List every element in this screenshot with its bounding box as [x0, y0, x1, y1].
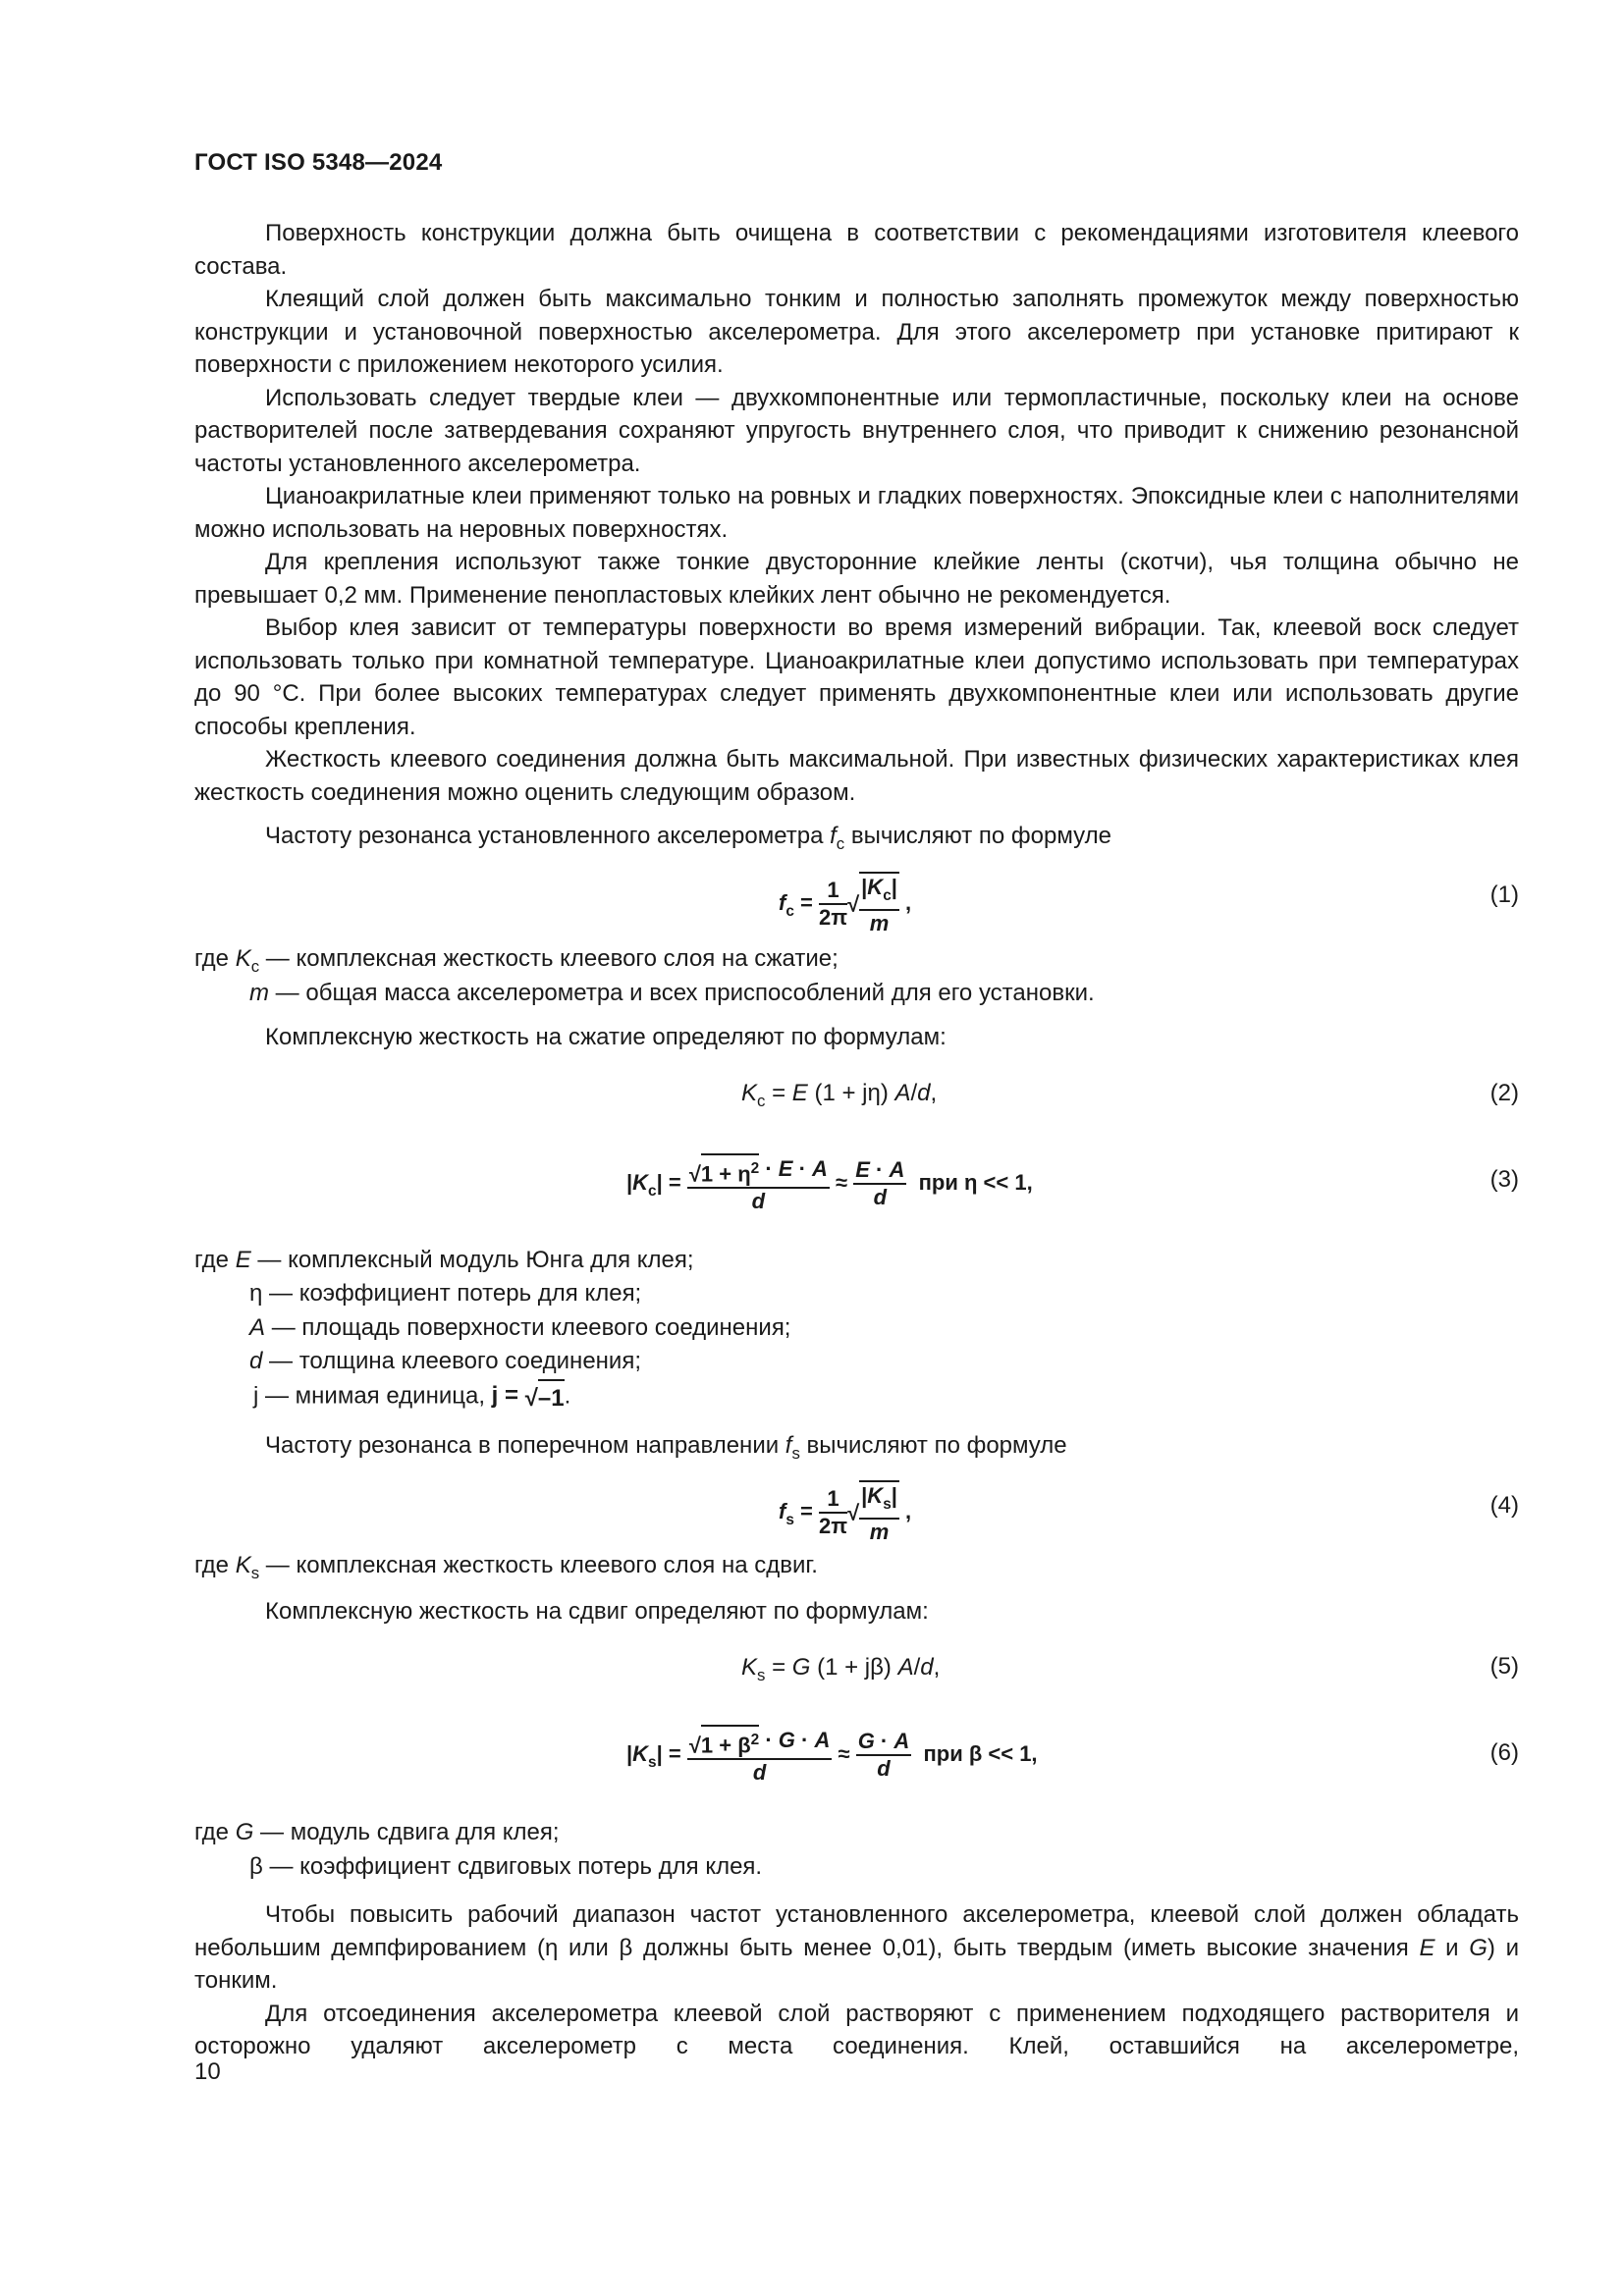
equation-number-4: (4) [1489, 1492, 1519, 1519]
formula-2: $K_c = E$ (1 + jη) A/d, [741, 1080, 938, 1110]
paragraph: Выбор клея зависит от температуры поверхности во время измерений вибрации. Так, клеевой воск следует использовать только при комнатной температуре. Цианоакрилатные клеи допустимо использовать при температурах до 90 °С. При более высоких температурах следует применять двухкомпонентные клеи или использовать другие способы крепления. [194, 614, 1519, 740]
paragraph-damping: Чтобы повысить рабочий диапазон частот установленного акселерометра, клеевой слой должен обладать небольшим демпфированием (η или β должны быть менее 0,01), быть твердым (иметь высокие значения E и G) и тонким. [194, 1901, 1519, 1994]
intro-ks-line: Комплексную жесткость на сдвиг определяют по формулам: [265, 1598, 929, 1625]
formula-6: $|K_s|$ = $\frac{√1 + \beta^2 \cdot G \cdot A}{d}$ ≈ $\frac{G \cdot A}{d}$ при β << 1, [626, 1725, 1038, 1786]
definition-g: где G — модуль сдвига для клея; [194, 1819, 560, 1845]
document-header: ГОСТ ISO 5348—2024 [194, 149, 443, 176]
equation-number-3: (3) [1489, 1166, 1519, 1193]
definition-j: j — мнимая единица, j = √–1. [253, 1379, 570, 1415]
formula-5: $K_s = G$ (1 + jβ) A/d, [741, 1654, 941, 1684]
paragraph: Для отсоединения акселерометра клеевой слой растворяют с применением подходящего растворителя и осторожно удаляют акселерометр с места соединения. Клей, оставшийся на акселерометре, [194, 2000, 1519, 2059]
definition-d: d — толщина клеевого соединения; [249, 1348, 641, 1374]
paragraph: Цианоакрилатные клеи применяют только на ровных и гладких поверхностях. Эпоксидные клеи с наполнителями можно использовать на неровных поверхностях. [194, 483, 1519, 543]
formula-4: $f_s$ = $\frac{1}{2\pi}$ √ $\frac{|K_s|}{m}$ , [779, 1480, 911, 1545]
equation-number-6: (6) [1489, 1739, 1519, 1766]
equation-number-1: (1) [1489, 881, 1519, 908]
definition-m: m — общая масса акселерометра и всех приспособлений для его установки. [249, 980, 1095, 1006]
formula-1: $f_c$ = $\frac{1}{2\pi}$ √ $\frac{|K_c|}{m}$ , [779, 872, 911, 936]
definition-kc: где $K_c$ — комплексная жесткость клеевого слоя на сжатие; [194, 945, 839, 976]
body-text-block-2 [194, 1898, 1519, 2063]
formula-3: $|K_c|$ = $\frac{√1 + \eta^2 \cdot E \cdot A}{d}$ ≈ $\frac{E \cdot A}{d}$ при η << 1, [626, 1153, 1033, 1214]
definition-eta: η — коэффициент потерь для клея; [249, 1280, 642, 1307]
paragraph: Клеящий слой должен быть максимально тонким и полностью заполнять промежуток между поверхностью конструкции и установочной поверхностью акселерометра. Для этого акселерометр при установке притирают к поверхности с приложением некоторого усилия. [194, 286, 1519, 378]
definition-beta: β — коэффициент сдвиговых потерь для клея. [249, 1853, 763, 1880]
paragraph: Жесткость клеевого соединения должна быть максимальной. При известных физических характеристиках клея жесткость соединения можно оценить следующим образом. [194, 746, 1519, 806]
intro-kc-line: Комплексную жесткость на сжатие определяют по формулам: [265, 1024, 947, 1050]
equation-number-2: (2) [1489, 1080, 1519, 1106]
definition-e: где E — комплексный модуль Юнга для клея; [194, 1247, 694, 1273]
paragraph: Использовать следует твердые клеи — двухкомпонентные или термопластичные, поскольку клеи на основе растворителей после затвердевания сохраняют упругость внутреннего слоя, что приводит к снижению резонансной частоты установленного акселерометра. [194, 384, 1519, 477]
intro-fc-line: Частоту резонанса установленного акселерометра $f_c$ вычисляют по формуле [265, 823, 1111, 853]
page-number: 10 [194, 2058, 221, 2085]
body-text-block-1 [194, 217, 1519, 809]
paragraph: Поверхность конструкции должна быть очищена в соответствии с рекомендациями изготовителя клеевого состава. [194, 220, 1519, 280]
definition-ks: где $K_s$ — комплексная жесткость клеевого слоя на сдвиг. [194, 1552, 818, 1582]
paragraph: Для крепления используют также тонкие двусторонние клейкие ленты (скотчи), чья толщина обычно не превышает 0,2 мм. Применение пенопластовых клейких лент обычно не рекомендуется. [194, 549, 1519, 609]
definition-a: A — площадь поверхности клеевого соединения; [249, 1314, 791, 1341]
equation-number-5: (5) [1489, 1653, 1519, 1680]
intro-fs-line: Частоту резонанса в поперечном направлении $f_s$ вычисляют по формуле [265, 1432, 1067, 1463]
